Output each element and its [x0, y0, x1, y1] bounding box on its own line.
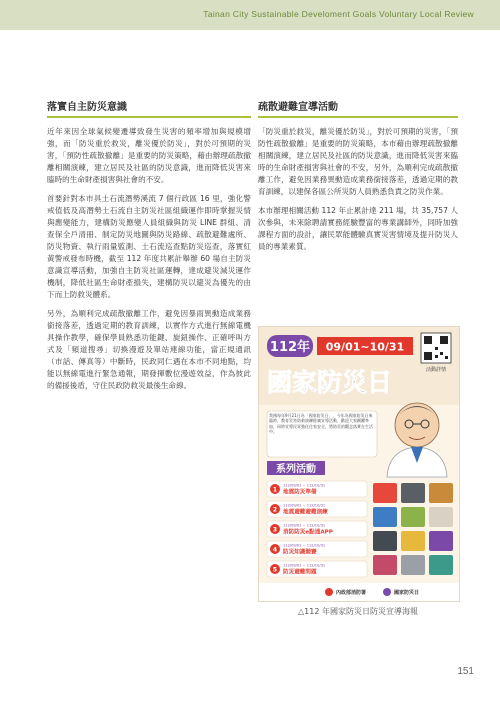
- right-section-title: 疏散避難宣導活動: [258, 98, 458, 118]
- page-number: 151: [457, 666, 474, 677]
- footer-left-label: 內政部消防署: [336, 590, 367, 596]
- year-badge-text: 112年: [269, 340, 311, 355]
- right-paragraph-2: 本市辦理相關活動 112 年止累計達 211 場，共 35,757 人次參與，未來除聘請實務經驗豐富的專業講師外，同時加強課程方面的設計，讓民眾能體驗真實災害情境及提升防災人員的專業素質。: [258, 206, 458, 251]
- poster-intro: 我國每年9月21日為「國家防災日」，今年為國家防災日來臨時，教育災害防救演練推廣宣導活動，歡迎大家踴躍參加，同時宣導民眾強化住家安全，將防災的觀念落實在生活中。: [269, 413, 373, 435]
- date-range-text: 09/01~10/31: [325, 340, 405, 354]
- activity-item: [267, 561, 367, 577]
- activity-item: [267, 481, 367, 497]
- left-paragraph-3: 另外，為順利完成疏散撤離工作，避免因暴雨異動造成業務銜接落差，透過定期的教育訓練，以實作方式進行無線電機具操作教學，確保學員熟悉功能鍵、旋鈕操作、正確呼叫方式及「頻道搜尋」切換漫遊及單站連線功能，當正規通訊（市話、傳真等）中斷時，民政同仁遇在本市不同地點，均能以無線電進行緊急通報，期發揮數位漫遊效益，作為彼此的備援後盾，守住民政防救災最後生命線。: [47, 309, 251, 390]
- activity-list: [267, 481, 367, 577]
- running-header: Tainan City Sustainable Develoment Goals Voluntary Local Review: [203, 9, 474, 19]
- right-column: [258, 98, 458, 260]
- activity-name: 防災避難問題: [283, 569, 317, 576]
- series-title: 系列活動: [276, 464, 316, 475]
- activity-name: 防災知識競賽: [283, 549, 317, 556]
- qr-label: 活動詳情: [425, 367, 447, 373]
- left-paragraph-2: 首要針對本市具土石流潛勢溪流 7 個行政區 16 里，強化警戒值低及高潛勢土石流自主防災社區組織運作即時掌握災情與應變能力，建構防災應變人員組織與防災 LINE 群組、清查保全戶清冊、制定防災地圖與防災路線、疏散避難處所、防災物資、執行雨量監測、土石流巡查點防災巡查，落實紅黃警戒發布時機，截至 112 年度共累計舉辦 60 場自主防災意識宣導活動，加強自主防災社區運轉，達成避災減災運作機制，降低社區生命財產損失，建構防災以避災為優先的由下而上防救災體系。: [47, 194, 251, 299]
- left-column: [47, 98, 251, 399]
- activity-item: [267, 521, 367, 537]
- left-paragraph-1: 近年來因全球氣候變遷導致發生災害的頻率增加與規模增強，而「防災重於救災，離災優於防災」，對於可預期的災害，「預防性疏散撤離」是重要的防災策略，藉由辦理疏散撤離相關演練，建立居民及社區的防災意識，進而降低災害來臨時的生命財產損害與社會的不安。: [47, 127, 251, 184]
- intro-text-wrapper: [269, 413, 375, 457]
- svg-text:1: 1: [272, 486, 278, 494]
- activity-name: 消防防災e點通APP: [283, 529, 333, 536]
- disaster-day-poster: [258, 326, 460, 602]
- activity-date: 112/09/01 ~ 112/10/31: [283, 483, 326, 488]
- ministry-logo-icon: [325, 588, 333, 596]
- footer-right-label: 國家防災日: [394, 590, 420, 596]
- svg-text:5: 5: [272, 566, 278, 574]
- activity-item: [267, 501, 367, 517]
- poster-title: 國家防災日: [267, 368, 393, 397]
- left-section-title: 落實自主防災意識: [47, 98, 251, 118]
- activity-name: 地震避難避難演練: [283, 509, 328, 516]
- activity-item: [267, 541, 367, 557]
- activity-date: 112/09/01 ~ 112/10/31: [283, 503, 326, 508]
- svg-text:4: 4: [272, 546, 278, 554]
- poster-caption: △112 年國家防災日防災宣導海報: [298, 607, 418, 616]
- svg-text:3: 3: [272, 526, 278, 534]
- right-paragraph-1: 「防災重於救災，離災優於防災」，對於可預期的災害，「預防性疏散撤離」是重要的防災策略，本市藉由辦理疏散撤離相關演練，建立居民及社區的防災意識，進而降低災害來臨時的生命財產損害與社會的不安，另外，為順利完成疏散撤離工作，避免因業務異動造成業務銜接落差，透過定期的教育訓練，以建保各區公所災防人員熟悉負責之防災作業。: [258, 127, 458, 196]
- activity-date: 112/09/01 ~ 112/10/31: [283, 523, 326, 528]
- activity-name: 地震防災準備: [283, 489, 317, 496]
- svg-text:2: 2: [272, 506, 278, 514]
- qr-code-icon: [421, 333, 451, 363]
- activity-date: 112/09/01 ~ 112/10/31: [283, 563, 326, 568]
- disaster-day-logo-icon: [383, 588, 391, 596]
- activity-date: 112/09/01 ~ 112/10/31: [283, 543, 326, 548]
